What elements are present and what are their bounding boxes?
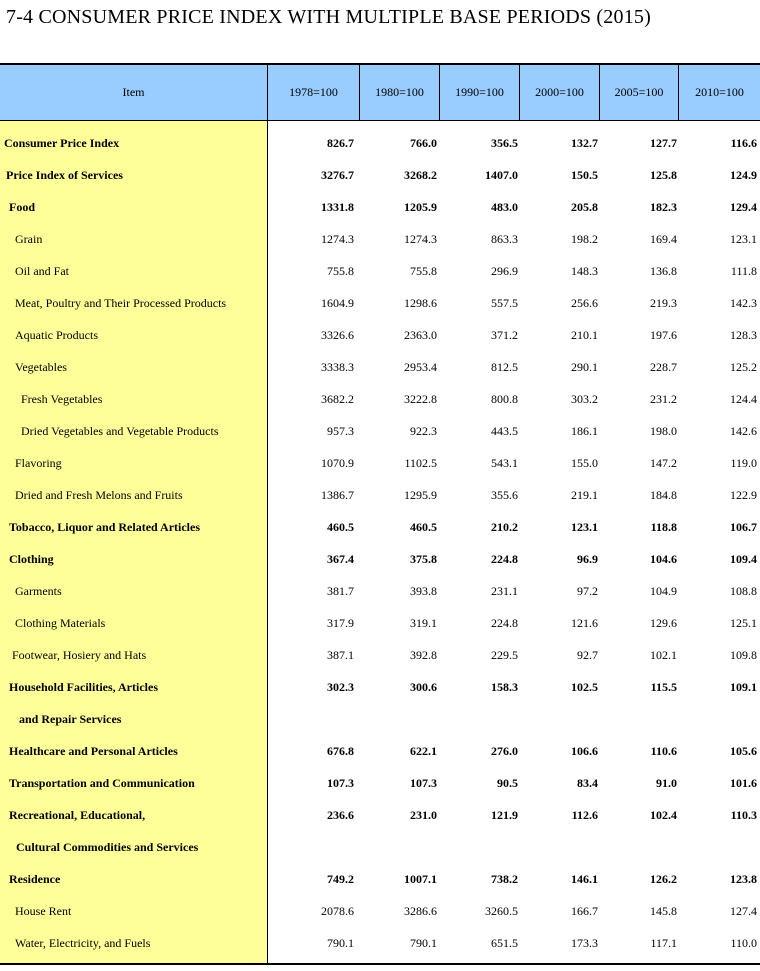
row-label: Fresh Vegetables	[21, 392, 103, 406]
cell-2005: 91.0	[656, 776, 677, 790]
cell-1990: 738.2	[491, 872, 518, 886]
cell-2010: 125.1	[730, 616, 757, 630]
row-label: House Rent	[15, 904, 72, 918]
cell-1990: 557.5	[491, 296, 518, 310]
cell-2005: 118.8	[650, 520, 677, 534]
cell-1978: 381.7	[327, 584, 354, 598]
cell-1980: 1274.3	[404, 232, 437, 246]
table-row	[0, 185, 760, 217]
cell-1990: 800.8	[491, 392, 518, 406]
cell-1990: 90.5	[497, 776, 518, 790]
row-label: Tobacco, Liquor and Related Articles	[9, 520, 201, 534]
cell-2000: 205.8	[571, 200, 598, 214]
cell-1980: 1007.1	[404, 872, 437, 886]
cell-2000: 96.9	[577, 552, 598, 566]
cell-2010: 109.4	[730, 552, 757, 566]
cell-2010: 101.6	[730, 776, 757, 790]
cell-2010: 124.4	[730, 392, 757, 406]
cell-2000: 92.7	[577, 648, 598, 662]
header-1990: 1990=100	[455, 85, 504, 99]
cell-2000: 290.1	[571, 360, 598, 374]
table-bottom-rule	[0, 963, 760, 965]
header-1978: 1978=100	[289, 85, 338, 99]
cell-1978: 957.3	[327, 424, 354, 438]
cell-2005: 169.4	[650, 232, 677, 246]
cell-2000: 102.5	[571, 680, 598, 694]
cell-1980: 392.8	[410, 648, 437, 662]
row-label: Garments	[15, 584, 62, 598]
cell-1980: 622.1	[410, 744, 437, 758]
cell-2005: 197.6	[650, 328, 677, 342]
header-2010: 2010=100	[695, 85, 744, 99]
cell-1980: 3286.6	[404, 904, 437, 918]
row-label: Meat, Poultry and Their Processed Products	[15, 296, 227, 310]
cell-1980: 1205.9	[404, 200, 437, 214]
row-label: Consumer Price Index	[4, 136, 120, 150]
table-row	[0, 537, 760, 569]
cell-2000: 166.7	[571, 904, 598, 918]
header-2005: 2005=100	[614, 85, 664, 99]
cell-2010: 123.1	[730, 232, 757, 246]
cell-1980: 3268.2	[404, 168, 437, 182]
cell-1978: 367.4	[327, 552, 354, 566]
row-label: Dried and Fresh Melons and Fruits	[15, 488, 183, 502]
row-label: and Repair Services	[19, 712, 122, 726]
cell-1990: 443.5	[491, 424, 518, 438]
cell-1990: 276.0	[491, 744, 518, 758]
cell-2000: 150.5	[571, 168, 598, 182]
table-header	[0, 65, 760, 121]
table-row	[0, 729, 760, 761]
cell-1990: 651.5	[491, 936, 518, 950]
header-divider	[359, 65, 360, 120]
cell-1978: 302.3	[327, 680, 354, 694]
cell-1990: 158.3	[491, 680, 518, 694]
cell-1978: 1386.7	[321, 488, 354, 502]
header-divider	[439, 65, 440, 120]
cell-1980: 2363.0	[404, 328, 437, 342]
row-label: Recreational, Educational,	[9, 808, 146, 822]
cell-2005: 127.7	[650, 136, 677, 150]
row-label: Dried Vegetables and Vegetable Products	[21, 424, 219, 438]
cell-2005: 102.4	[650, 808, 677, 822]
cell-1978: 1274.3	[321, 232, 354, 246]
cell-2010: 106.7	[730, 520, 757, 534]
cell-2010: 129.4	[730, 200, 757, 214]
cell-2000: 303.2	[571, 392, 598, 406]
cell-1990: 229.5	[491, 648, 518, 662]
cell-1978: 676.8	[327, 744, 354, 758]
cell-2005: 145.8	[650, 904, 677, 918]
header-divider	[519, 65, 520, 120]
cell-2005: 219.3	[650, 296, 677, 310]
row-label: Footwear, Hosiery and Hats	[12, 648, 147, 662]
table-row	[0, 345, 760, 377]
cell-1990: 121.9	[491, 808, 518, 822]
cell-2010: 110.3	[730, 808, 757, 822]
table-row	[0, 473, 760, 505]
cell-2010: 128.3	[730, 328, 757, 342]
cell-2010: 127.4	[730, 904, 757, 918]
cell-1978: 236.6	[327, 808, 354, 822]
table-row	[0, 633, 760, 665]
cell-1980: 922.3	[410, 424, 437, 438]
cell-1990: 355.6	[491, 488, 518, 502]
cell-2000: 97.2	[577, 584, 598, 598]
cell-1980: 2953.4	[404, 360, 437, 374]
table-row	[0, 249, 760, 281]
cell-2000: 210.1	[571, 328, 598, 342]
cell-2010: 124.9	[730, 168, 757, 182]
cell-2000: 198.2	[571, 232, 598, 246]
table-row	[0, 441, 760, 473]
cell-2005: 129.6	[650, 616, 677, 630]
cell-1978: 749.2	[327, 872, 354, 886]
table-row	[0, 857, 760, 889]
cell-2005: 125.8	[650, 168, 677, 182]
cell-2010: 111.8	[730, 264, 757, 278]
row-label: Flavoring	[15, 456, 62, 470]
table-row	[0, 825, 760, 857]
cell-2000: 121.6	[571, 616, 598, 630]
cell-1980: 1295.9	[404, 488, 437, 502]
table-row	[0, 505, 760, 537]
cell-1978: 3276.7	[321, 168, 354, 182]
cell-1978: 3338.3	[321, 360, 354, 374]
cell-1978: 2078.6	[321, 904, 354, 918]
table-row	[0, 601, 760, 633]
header-divider	[267, 65, 268, 120]
cell-2010: 116.6	[730, 136, 757, 150]
cell-1978: 3682.2	[321, 392, 354, 406]
cell-1990: 371.2	[491, 328, 518, 342]
row-label: Clothing	[9, 552, 54, 566]
table-row	[0, 409, 760, 441]
cell-2010: 119.0	[730, 456, 757, 470]
cell-2000: 219.1	[571, 488, 598, 502]
row-label: Transportation and Communication	[9, 776, 195, 790]
cell-2010: 110.0	[730, 936, 757, 950]
cell-2005: 136.8	[650, 264, 677, 278]
table-body	[0, 121, 760, 963]
cell-1990: 1407.0	[485, 168, 518, 182]
cell-1980: 1298.6	[404, 296, 437, 310]
table-row	[0, 761, 760, 793]
table-row	[0, 217, 760, 249]
cell-2010: 109.8	[730, 648, 757, 662]
cell-2000: 148.3	[571, 264, 598, 278]
cell-2005: 104.6	[650, 552, 677, 566]
cell-1980: 231.0	[410, 808, 437, 822]
cell-2010: 125.2	[730, 360, 757, 374]
cell-1990: 863.3	[491, 232, 518, 246]
table-row	[0, 153, 760, 185]
cell-2010: 109.1	[730, 680, 757, 694]
cell-1990: 812.5	[491, 360, 518, 374]
cell-2005: 115.5	[650, 680, 677, 694]
cell-1978: 1604.9	[321, 296, 354, 310]
header-item: Item	[122, 85, 145, 99]
cell-1990: 483.0	[491, 200, 518, 214]
header-2000: 2000=100	[535, 85, 584, 99]
cell-1978: 387.1	[327, 648, 354, 662]
table-row	[0, 665, 760, 697]
row-label: Residence	[9, 872, 61, 886]
cell-1978: 790.1	[327, 936, 354, 950]
header-divider	[599, 65, 600, 120]
cell-1978: 1070.9	[321, 456, 354, 470]
cell-2005: 231.2	[650, 392, 677, 406]
cell-2010: 105.6	[730, 744, 757, 758]
cell-1978: 1331.8	[321, 200, 354, 214]
cell-1978: 317.9	[327, 616, 354, 630]
table-row	[0, 121, 760, 153]
cell-1980: 766.0	[410, 136, 437, 150]
cell-1978: 826.7	[327, 136, 354, 150]
cell-2005: 126.2	[650, 872, 677, 886]
cell-1980: 755.8	[410, 264, 437, 278]
table-row	[0, 921, 760, 953]
row-label: Price Index of Services	[6, 168, 123, 182]
cell-2000: 173.3	[571, 936, 598, 950]
table-row	[0, 697, 760, 729]
cell-1980: 393.8	[410, 584, 437, 598]
row-label: Water, Electricity, and Fuels	[15, 936, 151, 950]
cell-2005: 182.3	[650, 200, 677, 214]
cell-2000: 132.7	[571, 136, 598, 150]
cell-2010: 123.8	[730, 872, 757, 886]
cell-1990: 210.2	[491, 520, 518, 534]
cell-2005: 147.2	[650, 456, 677, 470]
cell-2005: 104.9	[650, 584, 677, 598]
cell-1980: 300.6	[410, 680, 437, 694]
cell-1980: 319.1	[410, 616, 437, 630]
cell-1990: 224.8	[491, 552, 518, 566]
cell-1990: 231.1	[491, 584, 518, 598]
cell-2010: 108.8	[730, 584, 757, 598]
row-label: Oil and Fat	[15, 264, 69, 278]
cell-2010: 122.9	[730, 488, 757, 502]
cell-2010: 142.3	[730, 296, 757, 310]
cell-1980: 460.5	[410, 520, 437, 534]
row-label: Healthcare and Personal Articles	[9, 744, 178, 758]
cell-1978: 3326.6	[321, 328, 354, 342]
cell-1990: 3260.5	[485, 904, 518, 918]
cell-2005: 117.1	[650, 936, 677, 950]
cell-2000: 83.4	[577, 776, 598, 790]
cell-1990: 224.8	[491, 616, 518, 630]
cell-2000: 155.0	[571, 456, 598, 470]
row-label: Clothing Materials	[15, 616, 106, 630]
header-divider	[678, 65, 679, 120]
cell-2000: 112.6	[571, 808, 598, 822]
cell-2005: 198.0	[650, 424, 677, 438]
table-row	[0, 313, 760, 345]
cell-2000: 256.6	[571, 296, 598, 310]
row-label: Grain	[15, 232, 43, 246]
page-title: 7-4 CONSUMER PRICE INDEX WITH MULTIPLE BASE PERIODS (2015)	[6, 6, 651, 28]
cell-2005: 110.6	[650, 744, 677, 758]
row-label: Cultural Commodities and Services	[16, 840, 199, 854]
cell-2005: 102.1	[650, 648, 677, 662]
row-label: Food	[9, 200, 36, 214]
cell-1980: 107.3	[410, 776, 437, 790]
cell-1980: 1102.5	[404, 456, 437, 470]
table-row	[0, 793, 760, 825]
cell-2000: 146.1	[571, 872, 598, 886]
row-label: Aquatic Products	[15, 328, 98, 342]
cell-1990: 296.9	[491, 264, 518, 278]
cell-1990: 356.5	[491, 136, 518, 150]
cell-1990: 543.1	[491, 456, 518, 470]
table-row	[0, 569, 760, 601]
cell-1978: 755.8	[327, 264, 354, 278]
table-row	[0, 889, 760, 921]
table-row	[0, 377, 760, 409]
cell-2005: 184.8	[650, 488, 677, 502]
cell-1980: 375.8	[410, 552, 437, 566]
cell-2010: 142.6	[730, 424, 757, 438]
row-label: Vegetables	[15, 360, 67, 374]
cell-1978: 460.5	[327, 520, 354, 534]
cell-1980: 3222.8	[404, 392, 437, 406]
cell-2000: 123.1	[571, 520, 598, 534]
row-label: Household Facilities, Articles	[9, 680, 158, 694]
header-1980: 1980=100	[375, 85, 424, 99]
table-row	[0, 281, 760, 313]
cell-2000: 106.6	[571, 744, 598, 758]
cell-2000: 186.1	[571, 424, 598, 438]
cell-1980: 790.1	[410, 936, 437, 950]
cell-2005: 228.7	[650, 360, 677, 374]
cell-1978: 107.3	[327, 776, 354, 790]
